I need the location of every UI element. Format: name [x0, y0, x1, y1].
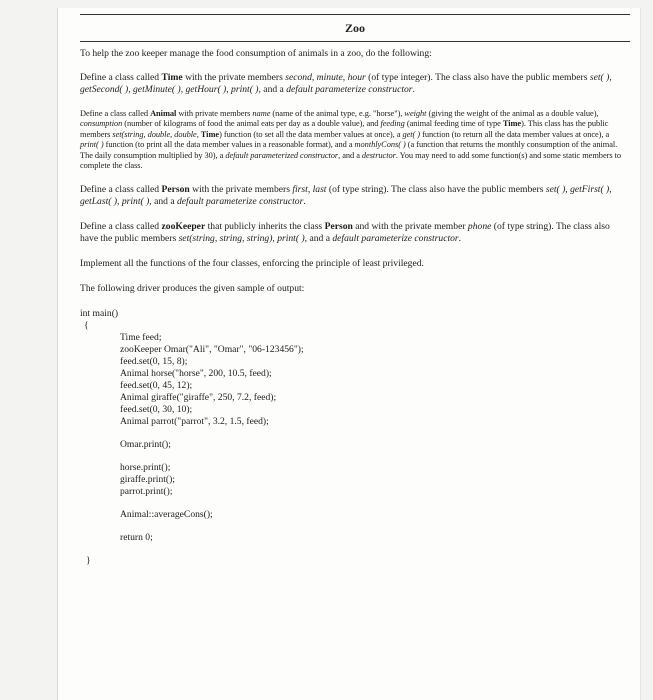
code-line: return 0;	[120, 532, 153, 544]
code-line: Animal giraffe("giraffe", 250, 7.2, feed);	[120, 392, 277, 404]
code-line: feed.set(0, 45, 12);	[120, 380, 193, 392]
code-group-declarations	[120, 332, 628, 428]
person-class-paragraph: Define a class called Person with the private members first, last (of type string). The class also have the public members set( ), getFirst( ), getLast( ), print( ), and a default parameterize constructor.	[80, 184, 612, 208]
main-signature: int main()	[80, 308, 119, 320]
open-brace: {	[84, 320, 89, 332]
time-class-paragraph: Define a class called Time with the private members second, minute, hour (of type integer). The class also have the public members set( ), getSecond( ), getMinute( ), getHour( ), print( ), and a default parameterize constructor.	[80, 72, 612, 95]
code-line: Omar.print();	[120, 439, 171, 451]
code-line: Animal::averageCons();	[120, 509, 213, 521]
code-group-animal-prints	[120, 462, 628, 498]
implement-instruction: Implement all the functions of the four classes, enforcing the principle of least privileged.	[80, 258, 424, 270]
page-title: Zoo	[80, 14, 630, 42]
document-page	[58, 8, 640, 700]
code-group-keeper-print	[120, 439, 628, 451]
code-line: giraffe.print();	[120, 474, 175, 486]
code-line: parrot.print();	[120, 486, 173, 498]
intro-text: To help the zoo keeper manage the food consumption of animals in a zoo, do the following:	[80, 48, 432, 59]
code-group-average	[120, 509, 628, 521]
code-group-return	[120, 532, 628, 544]
animal-class-paragraph: Define a class called Animal with private members name (name of the animal type, e.g. "horse"), weight (giving the weight of the animal as a double value), consumption (number of kilograms of food the animal eats per day as a double value), and feeding (animal feeding time of type Time). This class has the public members set(string, double, double, Time) function (to set all the data member values at once), a get( ) function (to return all the data member values at once), a print( ) function (to print all the data member values in a reasonable format), and a monthlyCons( ) (a function that returns the monthly consumption of the animal. The daily consumption multiplied by 30), a default parameterized constructor, and a destructor. You may need to add some function(s) and some static members to complete the class.	[80, 109, 622, 171]
code-line: horse.print();	[120, 462, 171, 474]
driver-code-block	[80, 308, 628, 567]
assignment-content	[80, 48, 628, 567]
zookeeper-class-paragraph: Define a class called zooKeeper that publicly inherits the class Person and with the private member phone (of type string). The class also have the public members set(string, string, string), print( ), and a default parameterize constructor.	[80, 221, 610, 245]
driver-intro: The following driver produces the given sample of output:	[80, 283, 305, 295]
code-line: Animal parrot("parrot", 3.2, 1.5, feed);	[120, 416, 269, 428]
code-line: Animal horse("horse", 200, 10.5, feed);	[120, 368, 272, 380]
code-line: zooKeeper Omar("Ali", "Omar", "06-123456");	[120, 344, 304, 356]
code-line: Time feed;	[120, 332, 162, 344]
code-line: feed.set(0, 15, 8);	[120, 356, 188, 368]
close-brace: }	[86, 555, 91, 567]
code-line: feed.set(0, 30, 10);	[120, 404, 193, 416]
